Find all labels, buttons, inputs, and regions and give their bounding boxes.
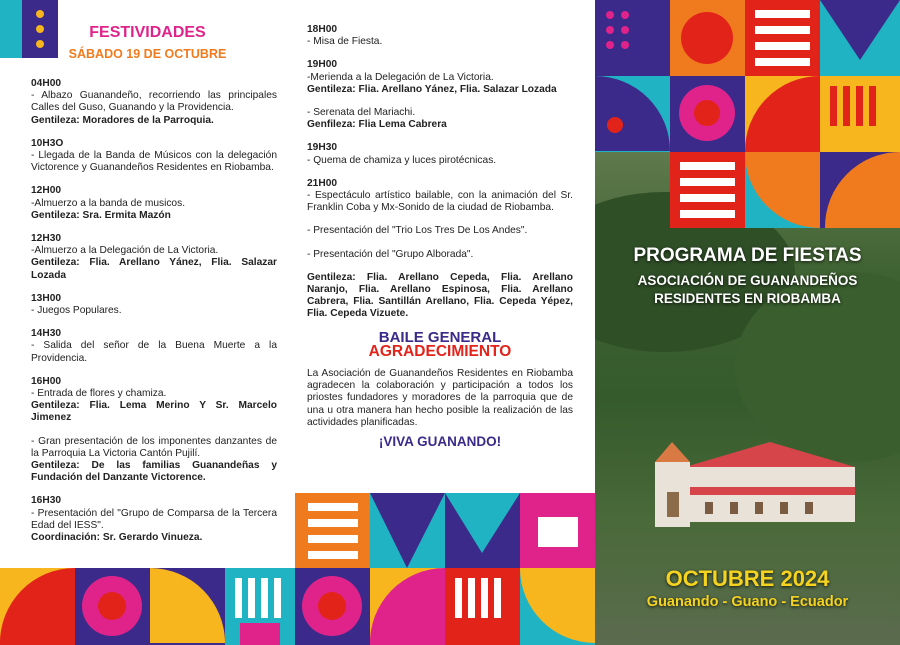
panel-cover [595,0,900,645]
agradecimiento-heading: AGRADECIMIENTO [368,342,512,360]
church-illustration [645,437,865,537]
event-gentileza: Gentileza: Moradores de la Parroquia. [31,114,214,126]
event-item [31,138,277,175]
cover-title: PROGRAMA DE FIESTAS [633,245,862,266]
baile-general-heading: BAILE GENERAL [378,328,502,346]
event-time: 14H30 [31,328,62,340]
bottom-pattern-band [0,493,595,645]
event-item [31,293,277,317]
event-item [307,107,573,131]
event-item [31,233,277,282]
event-description: - Juegos Populares. [31,305,122,317]
event-description: - Salida del señor de la Buena Muerte a la Providencia. [31,340,277,364]
event-gentileza: Genfileza: Flia Lema Cabrera [307,119,447,131]
event-list-2 [307,24,573,448]
event-time: 12H30 [31,233,62,245]
event-time: 12H00 [31,185,62,197]
event-item [307,24,573,48]
event-time: 04H00 [31,78,62,89]
event-description: - Albazo Guanandeño, recorriendo las principales Calles del Guso, Guanando y la Providencia. [31,90,277,114]
event-description: -Almuerzo a la banda de musicos. [31,197,186,209]
event-description: -Almuerzo a la Delegación de La Victoria. [31,245,219,257]
event-item [307,225,573,237]
event-gentileza: Gentileza: Flia. Arellano Yánez, Flia. Salazar Lozada [31,257,277,281]
event-description: - Serenata del Mariachi. [307,107,416,119]
event-gentileza: Gentileza: Flia. Lema Merino Y Sr. Marcelo Jimenez [31,400,277,424]
section-date: SÁBADO 19 DE OCTUBRE [68,47,227,61]
event-item [307,59,573,96]
event-item [31,78,277,127]
event-time: 18H00 [307,24,338,35]
event-item [31,185,277,222]
event-time: 21H00 [307,177,338,189]
event-description: - Presentación del "Grupo de Comparsa de la Tercera Edad del IESS". [31,507,277,531]
viva-guanando: ¡VIVA GUANANDO! [378,434,502,450]
event-time: 16H00 [31,375,62,387]
cover-location: Guanando - Guano - Ecuador [646,594,849,610]
event-list-2-items [307,24,573,321]
event-item [31,328,277,365]
event-list-1 [31,78,277,555]
event-item [307,178,573,215]
event-description: - Presentación del "Grupo Alborada". [307,248,474,260]
event-time: 19H30 [307,142,338,154]
event-time: 10H3O [31,137,64,149]
event-description: - Misa de Fiesta. [307,36,383,48]
event-gentileza: Gentileza: Flia. Arellano Yánez, Flia. Salazar Lozada [307,83,557,95]
event-item [307,272,573,321]
section-title: FESTIVIDADES [89,24,206,41]
cover-subtitle-1: ASOCIACIÓN DE GUANANDEÑOS [637,273,858,288]
event-description: -Merienda a la Delegación de La Victoria. [307,71,494,83]
event-item [307,142,573,166]
event-item [31,436,277,485]
agradecimiento-text: La Asociación de Guanandeños Residentes en Riobamba agradecen la colaboración y participación a todos los priostes fundadores y moradores de la parroquia que de una u otra manera han hecho posible la realización de las actividades planificadas. [307,368,573,428]
event-gentileza: Gentileza: Flia. Arellano Cepeda, Flia. Arellano Naranjo, Flia. Arellano Espinosa, Flia. Arellano Cabrera, Flia. Santillán Arellano, Flia. Cepeda Yépez, Flia. Cepeda Vizuete. [307,271,573,320]
event-description: - Gran presentación de los imponentes danzantes de la Parroquia La Victoria Cantón Pujilí. [31,435,277,459]
cover-date: OCTUBRE 2024 [665,566,830,591]
event-description: - Entrada de flores y chamiza. [31,388,167,400]
event-description: - Quema de chamiza y luces pirotécnicas. [307,154,497,166]
cover-top-pattern [595,0,900,228]
event-item [31,376,277,425]
event-time: 19H00 [307,59,338,71]
event-time: 13H00 [31,292,62,304]
event-item [307,249,573,261]
event-gentileza: Gentileza: Sra. Ermita Mazón [31,209,171,221]
event-description: - Espectáculo artístico bailable, con la animación del Sr. Franklin Coba y Mx-Sonido de la ciudad de Riobamba. [307,190,573,214]
event-gentileza: Gentileza: De las familias Guanandeñas y Fundación del Danzante Victorence. [31,460,277,484]
event-gentileza: Coordinación: Sr. Gerardo Vinueza. [31,532,203,544]
event-time: 16H30 [31,495,62,507]
cover-subtitle-2: RESIDENTES EN RIOBAMBA [654,291,841,306]
event-description: - Llegada de la Banda de Músicos con la delegación Victorence y Guanandeños Residentes en Riobamba. [31,150,277,174]
event-description: - Presentación del "Trio Los Tres De Los Andes". [307,225,528,237]
